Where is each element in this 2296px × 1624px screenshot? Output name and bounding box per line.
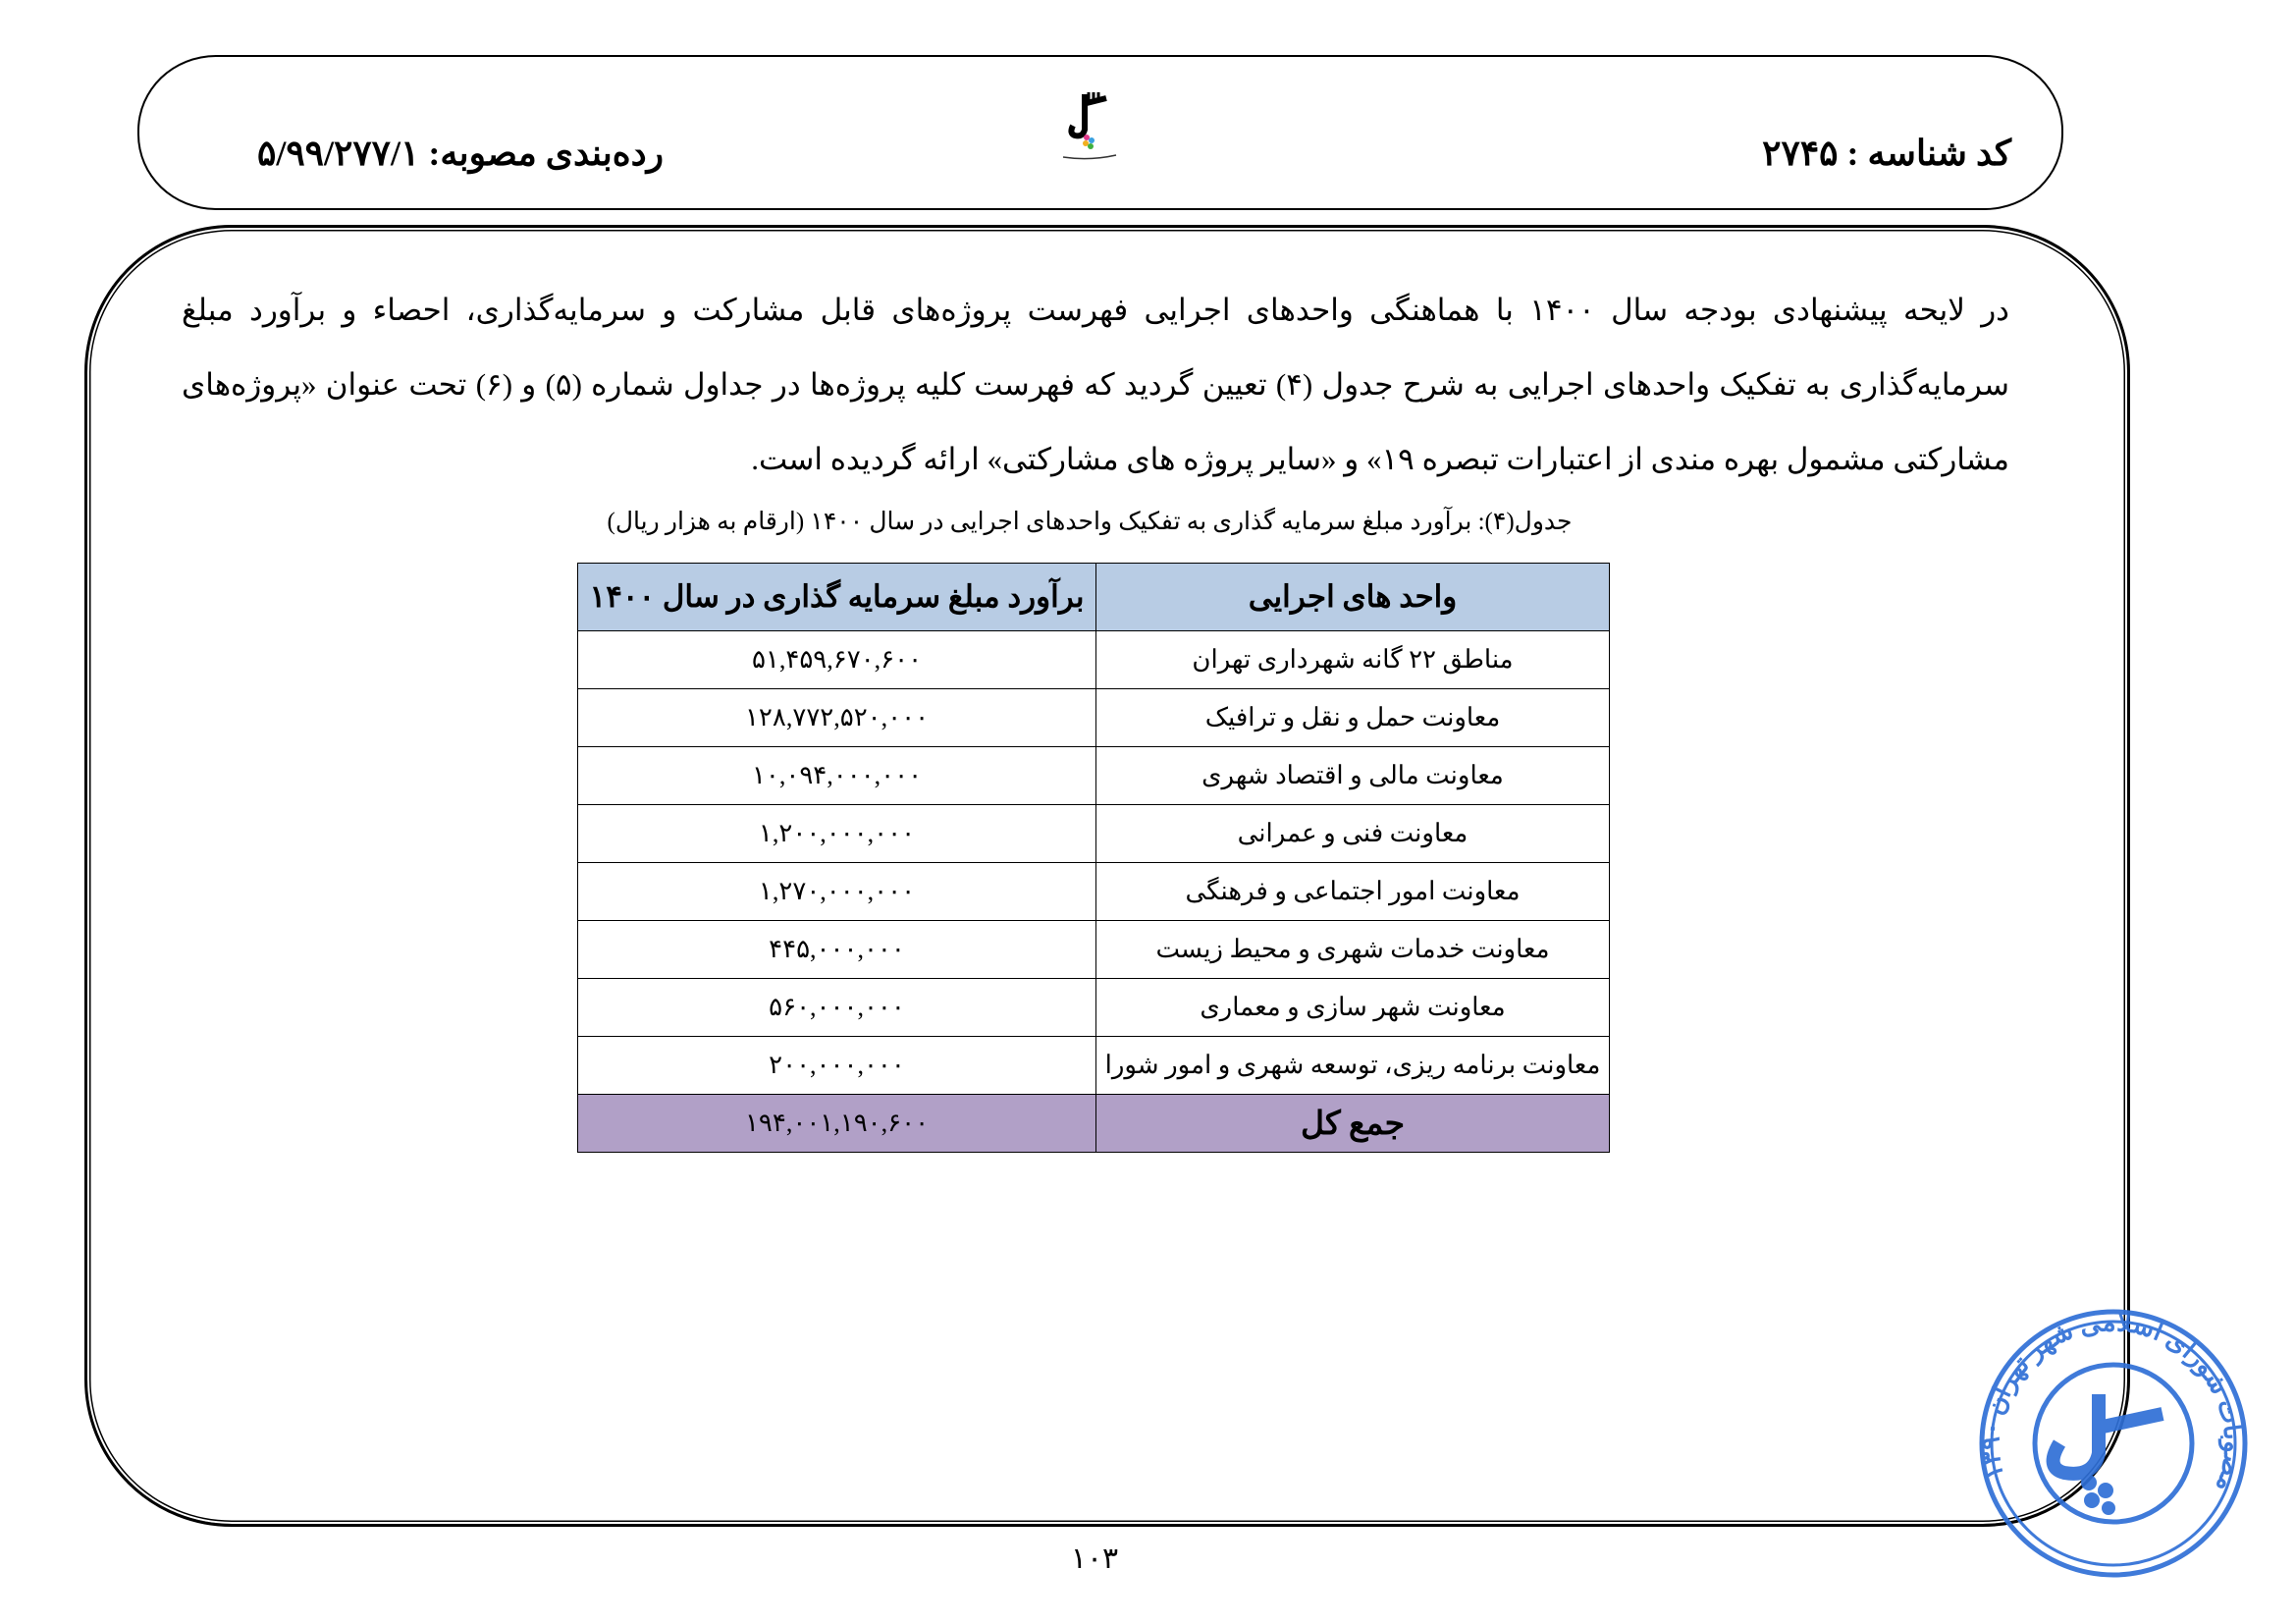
table-row: [578, 805, 1610, 863]
total-label: جمع کل: [1096, 1095, 1610, 1153]
table-row: [578, 921, 1610, 979]
intro-paragraph: در لایحه پیشنهادی بودجه سال ۱۴۰۰ با هماهنگی واحدهای اجرایی فهرست پروژه‌های قابل مشارکت و سرمایه‌گذاری، احصاء و برآورد مبلغ سرمایه‌گذاری به تفکیک واحدهای اجرایی به شرح جدول (۴) تعیین گردید که فهرست کلیه پروژه‌ها در جداول شماره (۵) و (۶) تحت عنوان «پروژه‌های مشارکتی مشمول بهره مندی از اعتبارات تبصره ۱۹» و «سایر پروژه های مشارکتی» ارائه گردیده است.: [182, 293, 2009, 476]
total-amount: ۱۹۴,۰۰۱,۱۹۰,۶۰۰: [578, 1095, 1096, 1153]
council-stamp-icon: [1976, 1306, 2251, 1581]
unit-cell: معاونت برنامه ریزی، توسعه شهری و امور شورا: [1096, 1037, 1610, 1095]
unit-cell: مناطق ۲۲ گانه شهرداری تهران: [1096, 631, 1610, 689]
unit-cell: معاونت شهر سازی و معماری: [1096, 979, 1610, 1037]
unit-cell: معاونت مالی و اقتصاد شهری: [1096, 747, 1610, 805]
amount-cell: ۲۰۰,۰۰۰,۰۰۰: [578, 1037, 1096, 1095]
svg-text:مصوبات شورای اسلامی شهر تهران: مصوبات شورای اسلامی شهر تهران ۱۳۹۰: [1976, 1308, 2248, 1496]
column-header-unit: واحد های اجرایی: [1096, 564, 1610, 631]
table-row: [578, 1037, 1610, 1095]
amount-cell: ۱,۲۷۰,۰۰۰,۰۰۰: [578, 863, 1096, 921]
amount-cell: ۱,۲۰۰,۰۰۰,۰۰۰: [578, 805, 1096, 863]
column-header-amount: برآورد مبلغ سرمایه گذاری در سال ۱۴۰۰: [578, 564, 1096, 631]
page-number: ۱۰۳: [1070, 1543, 1119, 1575]
document-id-code: کد شناسه : ۲۷۴۵: [1762, 134, 2011, 173]
unit-cell: معاونت فنی و عمرانی: [1096, 805, 1610, 863]
approval-classification: رده‌بندی مصوبه: ۵/۹۹/۲۷۷/۱: [257, 134, 665, 173]
unit-cell: معاونت خدمات شهری و محیط زیست: [1096, 921, 1610, 979]
table-row: [578, 631, 1610, 689]
council-logo-icon: [1055, 90, 1124, 165]
unit-cell: معاونت امور اجتماعی و فرهنگی: [1096, 863, 1610, 921]
amount-cell: ۱۰,۰۹۴,۰۰۰,۰۰۰: [578, 747, 1096, 805]
amount-cell: ۴۴۵,۰۰۰,۰۰۰: [578, 921, 1096, 979]
table-row: [578, 689, 1610, 747]
total-row: [578, 1095, 1610, 1153]
unit-cell: معاونت حمل و نقل و ترافیک: [1096, 689, 1610, 747]
amount-cell: ۱۲۸,۷۷۲,۵۲۰,۰۰۰: [578, 689, 1096, 747]
table-row: [578, 979, 1610, 1037]
investment-table: [577, 563, 1610, 1153]
table-row: [578, 863, 1610, 921]
amount-cell: ۵۱,۴۵۹,۶۷۰,۶۰۰: [578, 631, 1096, 689]
table-row: [578, 747, 1610, 805]
table-header-row: [578, 564, 1610, 631]
amount-cell: ۵۶۰,۰۰۰,۰۰۰: [578, 979, 1096, 1037]
table-caption: جدول(۴): برآورد مبلغ سرمایه گذاری به تفکیک واحدهای اجرایی در سال ۱۴۰۰ (ارقام به هزار ریال): [607, 509, 1573, 535]
